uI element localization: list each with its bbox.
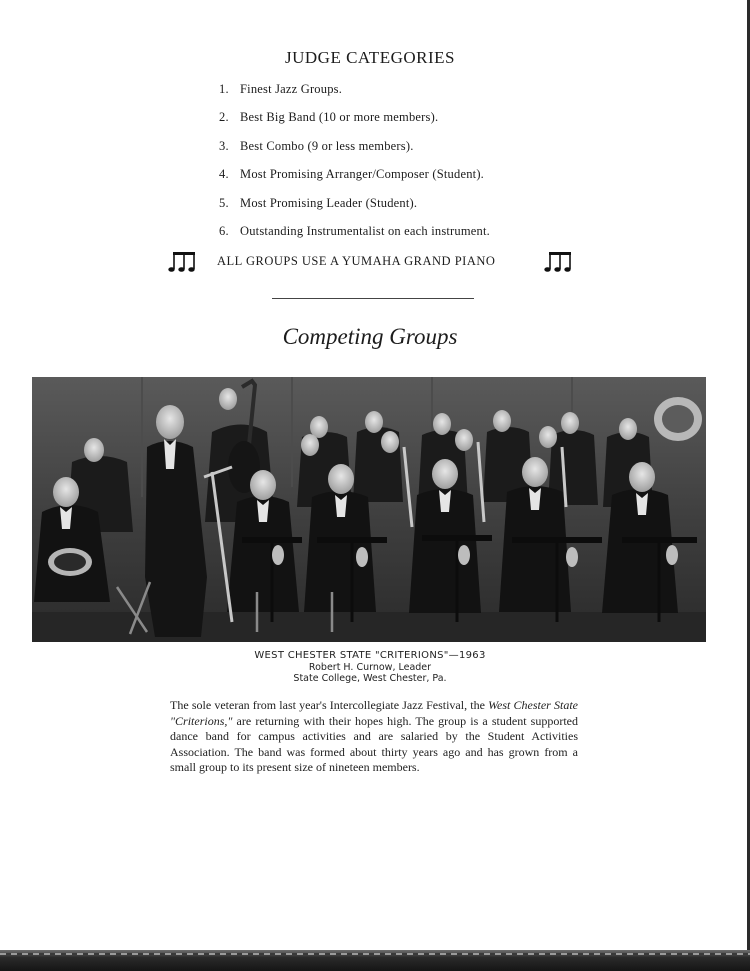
- photo-caption-title: WEST CHESTER STATE "CRITERIONS"—1963: [254, 650, 486, 661]
- band-name: West Chester State "Criterions,": [170, 698, 578, 728]
- page-title: JUDGE CATEGORIES: [285, 48, 455, 67]
- list-item: [219, 224, 490, 252]
- photo-caption-leader: Robert H. Curnow, Leader: [308, 662, 432, 673]
- description-paragraph: [170, 698, 578, 776]
- list-item: [219, 110, 490, 138]
- category-number: 4.: [219, 167, 229, 182]
- photo-caption-location: State College, West Chester, Pa.: [293, 673, 447, 684]
- category-number: 2.: [219, 110, 229, 125]
- divider: [272, 298, 474, 299]
- list-item: [219, 139, 490, 167]
- scan-bottom-strip: [0, 950, 750, 971]
- category-text: Outstanding Instrumentalist on each instrument.: [240, 223, 490, 238]
- list-item: [219, 196, 490, 224]
- category-text: Most Promising Arranger/Composer (Student).: [240, 167, 485, 182]
- band-photo: [32, 377, 706, 642]
- paragraph-text: are returning with their hopes high. The group is a student supported dance band for campus activities and are salaried by the Student Activities Association. The band was formed about thirty years ago and has grown from a small group to its present size of nineteen members.: [170, 713, 578, 775]
- category-number: 3.: [219, 138, 229, 153]
- music-notes-icon: [168, 250, 198, 274]
- list-item: [219, 82, 490, 110]
- judge-categories-list: [219, 82, 490, 252]
- section-title: Competing Groups: [282, 324, 458, 349]
- category-text: Finest Jazz Groups.: [240, 82, 343, 96]
- list-item: [219, 167, 490, 195]
- category-text: Best Combo (9 or less members).: [240, 138, 414, 153]
- category-text: Most Promising Leader (Student).: [240, 195, 418, 210]
- piano-note: ALL GROUPS USE A YUMAHA GRAND PIANO: [217, 254, 496, 268]
- paragraph-text: The sole veteran from last year's Intercollegiate Jazz Festival, the: [170, 698, 489, 712]
- category-number: 1.: [219, 82, 229, 96]
- category-number: 5.: [219, 195, 229, 210]
- category-text: Best Big Band (10 or more members).: [240, 110, 439, 125]
- music-notes-icon: [544, 250, 574, 274]
- category-number: 6.: [219, 223, 229, 238]
